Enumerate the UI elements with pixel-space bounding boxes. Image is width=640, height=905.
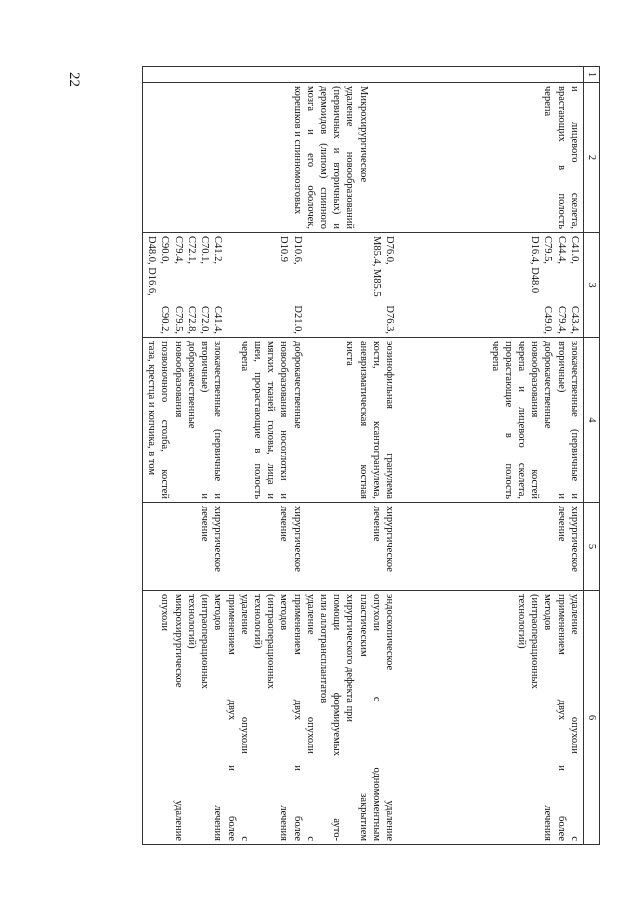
spacer [317, 506, 330, 587]
text-line: C72.1, C72.8, [185, 236, 197, 334]
text-line: хирургическое [291, 506, 303, 572]
spacer [396, 594, 409, 841]
spacer [264, 236, 277, 334]
text-line: новообразования носоглотки и [278, 341, 290, 499]
text-line: D76.0, D76.3, [383, 236, 395, 334]
spacer [449, 236, 462, 334]
spacer [409, 341, 422, 499]
spacer [343, 506, 356, 587]
text-line: доброкачественные [291, 341, 303, 429]
spacer [449, 594, 462, 841]
spacer [449, 506, 462, 587]
text-line: вторичные) и [199, 341, 211, 499]
text-line: новообразования [172, 341, 184, 418]
text-line: C79.4, C79.5, [172, 236, 184, 334]
spacer [462, 236, 475, 334]
spacer [541, 506, 554, 587]
spacer [304, 236, 317, 334]
text-line: хирургического дефекта при [344, 594, 356, 723]
text-line: хирургическое [568, 506, 580, 572]
text-line: прорастающие в полость [502, 341, 514, 499]
text-line: C90.0, C90.2, [159, 236, 171, 334]
spacer [422, 506, 435, 587]
spacer [422, 236, 435, 334]
spacer [462, 594, 475, 841]
text-line: (интраоперационных [199, 594, 211, 689]
spacer [330, 236, 343, 334]
text-line [383, 86, 396, 229]
spacer [330, 341, 343, 499]
spacer [515, 236, 528, 334]
text-line [396, 86, 409, 229]
text-line: C70.1, C72.0, [199, 236, 211, 334]
spacer [238, 506, 251, 587]
text-line [436, 86, 449, 229]
text-line [449, 86, 462, 229]
text-line: D10.9 [278, 236, 290, 262]
text-line: методов лечения [542, 594, 554, 841]
text-line: шеи, прорастающие в полость [251, 341, 263, 499]
text-line [502, 86, 515, 229]
spacer [264, 506, 277, 587]
text-line: черепа и лицевого скелета, [515, 341, 527, 499]
spacer [422, 341, 435, 499]
text-line: применением двух и более [225, 594, 237, 841]
text-line: или аллотрансплантатов [317, 594, 329, 704]
text-line: D48.0, D16.6, [146, 236, 158, 296]
spacer [251, 236, 264, 334]
cell-col-1 [143, 67, 584, 83]
text-line: злокачественные (первичные и [568, 341, 580, 499]
text-line: мозга и его оболочек, [304, 86, 316, 229]
spacer [224, 506, 237, 587]
text-line: лечение [370, 506, 382, 542]
spacer [396, 236, 409, 334]
spacer [251, 506, 264, 587]
spacer [422, 594, 435, 841]
text-line: злокачественные (первичные и [212, 341, 224, 499]
spacer [475, 236, 488, 334]
text-line: удаление новообразований [344, 86, 356, 229]
spacer [224, 341, 237, 499]
text-line [422, 86, 435, 229]
header-col-1: 1 [583, 67, 599, 83]
spacer [436, 341, 449, 499]
header-col-6: 6 [583, 591, 599, 845]
spacer [238, 236, 251, 334]
spacer [488, 236, 501, 334]
text-line: опухоли [159, 594, 171, 631]
text-line: киста [344, 341, 356, 366]
text-line: таза, крестца и копчика, в том [146, 341, 158, 476]
spacer [409, 506, 422, 587]
text-line: удаление опухоли с [568, 594, 580, 841]
text-line: черепа [542, 86, 554, 117]
text-line: врастающих в полость [555, 86, 567, 229]
spacer [475, 594, 488, 841]
text-line: Микрохирургическое [357, 86, 369, 183]
text-line: лечение [278, 506, 290, 542]
text-line: помощи формируемых ауто- [331, 594, 343, 841]
text-line [462, 86, 475, 229]
text-line: вторичные) и [555, 341, 567, 499]
spacer [515, 506, 528, 587]
text-line: удаление опухоли с [304, 594, 316, 841]
text-line [528, 86, 541, 229]
text-line: новообразования костей [529, 341, 541, 499]
text-line [409, 86, 422, 229]
text-line: черепа [238, 341, 250, 372]
spacer [356, 236, 369, 334]
text-line: микрохирургическое удаление [172, 594, 184, 841]
table-row [143, 67, 584, 845]
text-line: эозинофильная гранулема [383, 341, 395, 499]
cell-col-4 [143, 338, 584, 503]
text-line: методов лечения [212, 594, 224, 841]
text-line: применением двух и более [555, 594, 567, 841]
spacer [462, 506, 475, 587]
spacer [436, 594, 449, 841]
spacer [224, 236, 237, 334]
text-line: корешков и спинномозговых [291, 86, 303, 215]
text-line: хирургическое [383, 506, 395, 572]
table-header-row [583, 67, 599, 845]
spacer [488, 594, 501, 841]
text-line: (интраоперационных [265, 594, 277, 689]
spacer [436, 506, 449, 587]
header-col-2: 2 [583, 83, 599, 233]
text-line: технологий) [515, 594, 527, 649]
text-line: черепа [489, 341, 501, 372]
text-line: опухоли с одномоментным [370, 594, 382, 841]
text-line: C41.0, C43.4, [568, 236, 580, 334]
text-line [488, 86, 501, 229]
text-line: лечение [555, 506, 567, 542]
text-line: C44.4, C79.4, [555, 236, 567, 334]
spacer [304, 506, 317, 587]
spacer [304, 341, 317, 499]
text-line: C79.5, C49.0, [542, 236, 554, 334]
text-line: хирургическое [212, 506, 224, 572]
page-number: 22 [66, 72, 82, 87]
spacer [343, 236, 356, 334]
cell-col-6 [143, 591, 584, 845]
text-line: лечение [199, 506, 211, 542]
spacer [317, 236, 330, 334]
spacer [409, 594, 422, 841]
text-line: C41.2, C41.4, [212, 236, 224, 334]
cell-col-5 [143, 503, 584, 591]
text-line: (интраоперационных [529, 594, 541, 689]
spacer [475, 506, 488, 587]
header-col-4: 4 [583, 338, 599, 503]
text-line: пластическим закрытием [357, 594, 369, 841]
text-line: (первичных и вторичных) и [331, 86, 343, 229]
header-col-3: 3 [583, 233, 599, 338]
spacer [449, 341, 462, 499]
spacer [475, 341, 488, 499]
text-line: доброкачественные [542, 341, 554, 429]
spacer [396, 506, 409, 587]
treatment-table [142, 66, 600, 845]
text-line [515, 86, 528, 229]
spacer [409, 236, 422, 334]
text-line [475, 86, 488, 229]
spacer [488, 506, 501, 587]
spacer [502, 236, 515, 334]
spacer [396, 341, 409, 499]
text-line: мягких тканей головы, лица и [265, 341, 277, 499]
cell-col-2 [143, 83, 584, 233]
text-line: технологий) [251, 594, 263, 649]
spacer [502, 594, 515, 841]
rotated-table-container [116, 66, 600, 844]
spacer [462, 341, 475, 499]
text-line: и лицевого скелета, [568, 86, 580, 229]
cell-col-3 [143, 233, 584, 338]
spacer [528, 506, 541, 587]
text-line: технологий) [185, 594, 197, 649]
text-line: эндоскопическое удаление [383, 594, 395, 841]
spacer [317, 341, 330, 499]
text-line: дермоидов (липом) спинного [317, 86, 329, 229]
text-line: кости, ксантогранулема, [370, 341, 382, 499]
spacer [330, 506, 343, 587]
text-line: D10.6, D21.0, [291, 236, 303, 334]
spacer [436, 236, 449, 334]
text-line: удаление опухоли с [238, 594, 250, 841]
text-line: M85.4, M85.5 [370, 236, 382, 297]
text-line: аневризматическая костная [357, 341, 369, 499]
text-line: методов лечения [278, 594, 290, 841]
text-line: применением двух и более [291, 594, 303, 841]
header-col-5: 5 [583, 503, 599, 591]
spacer [356, 506, 369, 587]
text-line: D16.4, D48.0 [529, 236, 541, 294]
spacer [502, 506, 515, 587]
text-line: позвоночного столба, костей [159, 341, 171, 499]
text-line [370, 86, 383, 229]
text-line: доброкачественные [185, 341, 197, 429]
